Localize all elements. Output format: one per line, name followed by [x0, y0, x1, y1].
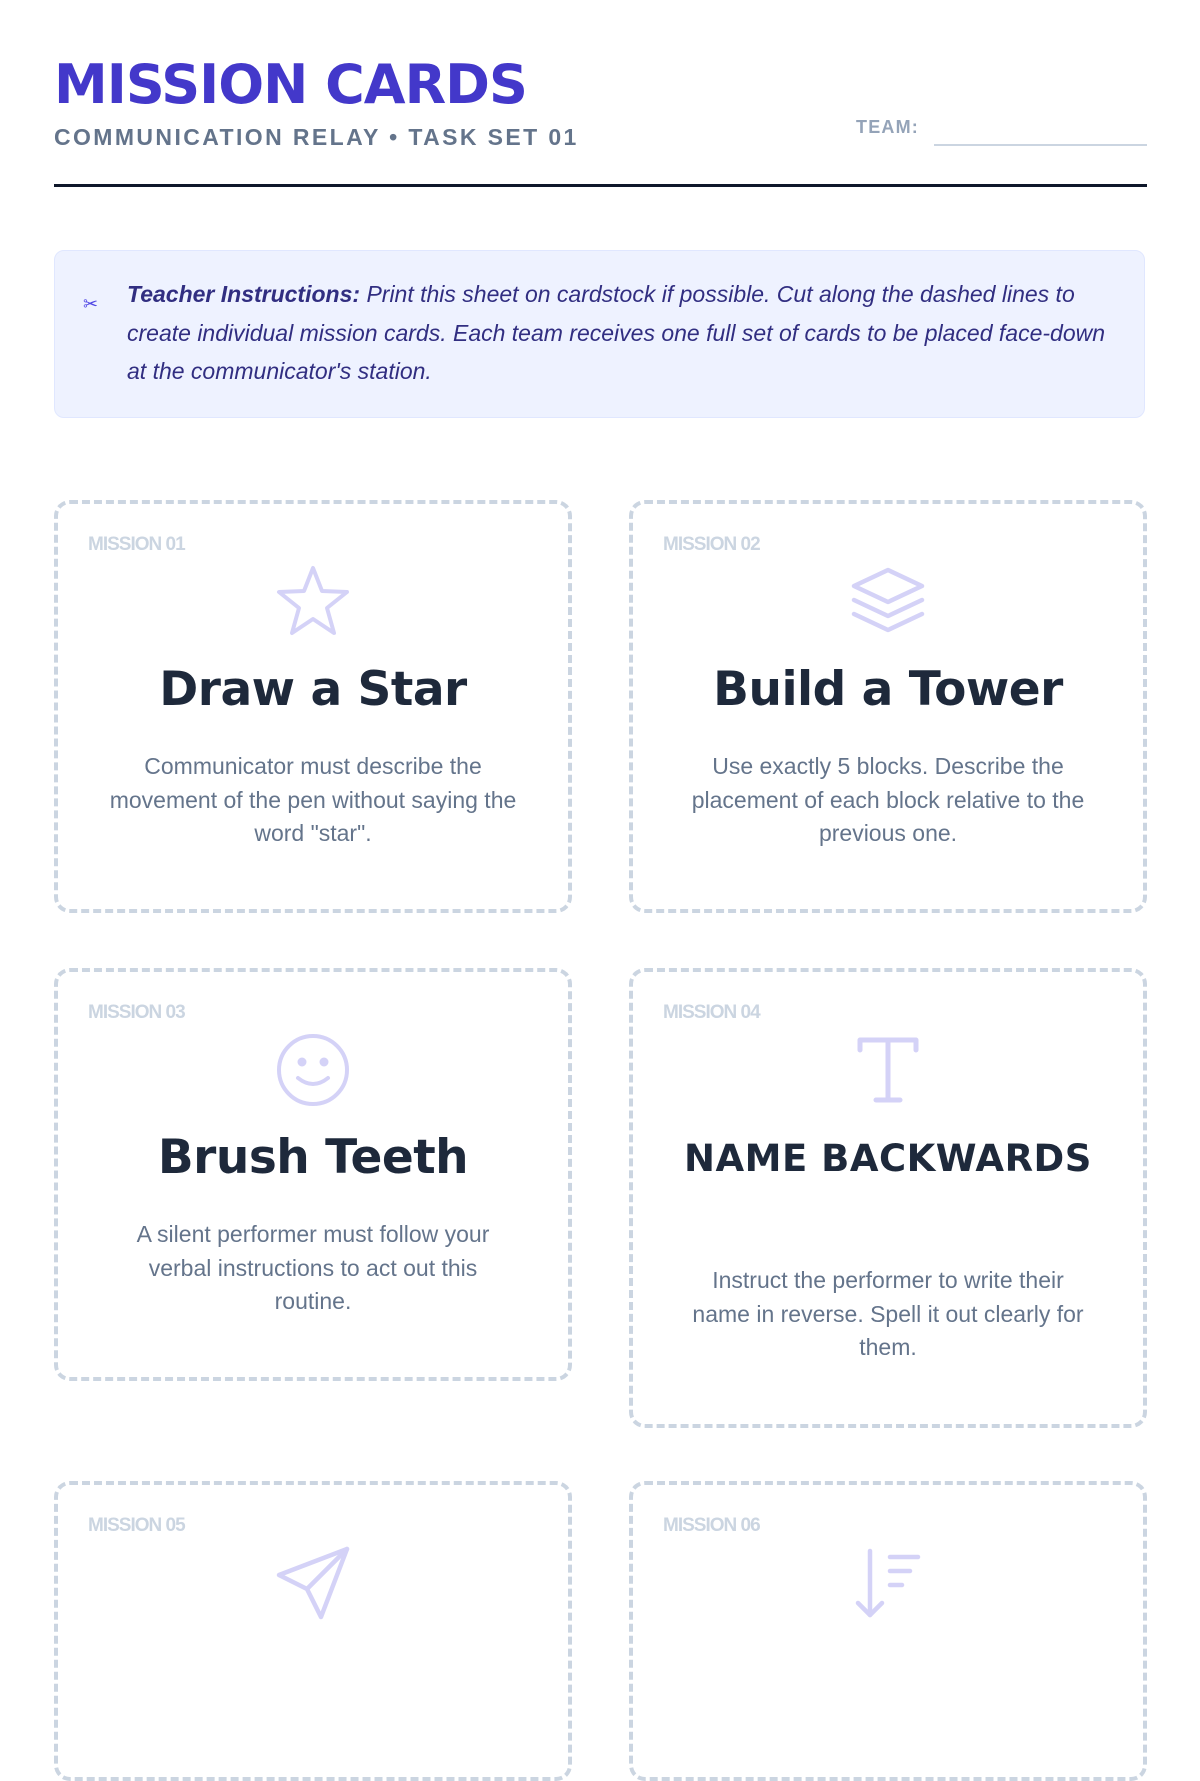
instructions-body: Print this sheet on cardstock if possible. Cut along the dashed lines to create individual mission cards. Each team receives one full set of cards to be placed face-down at the communicator's station. [127, 281, 1106, 384]
mission-card-06 [629, 1481, 1147, 1781]
scissors-icon: ✂ [83, 294, 99, 314]
layers-icon [848, 562, 928, 642]
page-header [54, 52, 1147, 187]
star-icon [273, 562, 353, 642]
mission-number: MISSION 06 [663, 1515, 760, 1536]
mission-number: MISSION 03 [88, 1002, 185, 1023]
mission-number: MISSION 05 [88, 1515, 185, 1536]
text-t-icon [848, 1030, 928, 1110]
instructions-label: Teacher Instructions: [127, 281, 361, 307]
team-name-blank [934, 144, 1147, 146]
page-title: MISSION CARDS [54, 53, 527, 116]
mission-card-03 [54, 968, 572, 1381]
teacher-instructions-text [127, 275, 1127, 391]
mission-card-05 [54, 1481, 572, 1781]
mission-number: MISSION 04 [663, 1002, 760, 1023]
sort-descending-icon [848, 1543, 928, 1623]
teacher-instructions-box [54, 250, 1145, 418]
worksheet-page [54, 0, 1147, 1600]
mission-title: Brush Teeth [157, 1130, 469, 1185]
smiley-icon [273, 1030, 353, 1110]
mission-card-04 [629, 968, 1147, 1428]
mission-description: Instruct the performer to write their name in reverse. Spell it out clearly for them. [692, 1267, 1084, 1360]
mission-title: NAME BACKWARDS [684, 1137, 1092, 1180]
paper-plane-icon [273, 1543, 353, 1623]
team-label: TEAM: [856, 117, 919, 137]
mission-card-01 [54, 500, 572, 913]
mission-number: MISSION 01 [88, 534, 185, 555]
mission-description: A silent performer must follow your verbal instructions to act out this routine. [136, 1221, 490, 1314]
mission-number: MISSION 02 [663, 534, 760, 555]
mission-description: Communicator must describe the movement of the pen without saying the word "star". [109, 753, 517, 846]
mission-description: Use exactly 5 blocks. Describe the placement of each block relative to the previous one. [691, 753, 1085, 846]
mission-card-02 [629, 500, 1147, 913]
mission-title: Draw a Star [159, 662, 467, 717]
mission-title: Build a Tower [713, 662, 1063, 717]
page-subtitle: COMMUNICATION RELAY • TASK SET 01 [54, 124, 579, 150]
